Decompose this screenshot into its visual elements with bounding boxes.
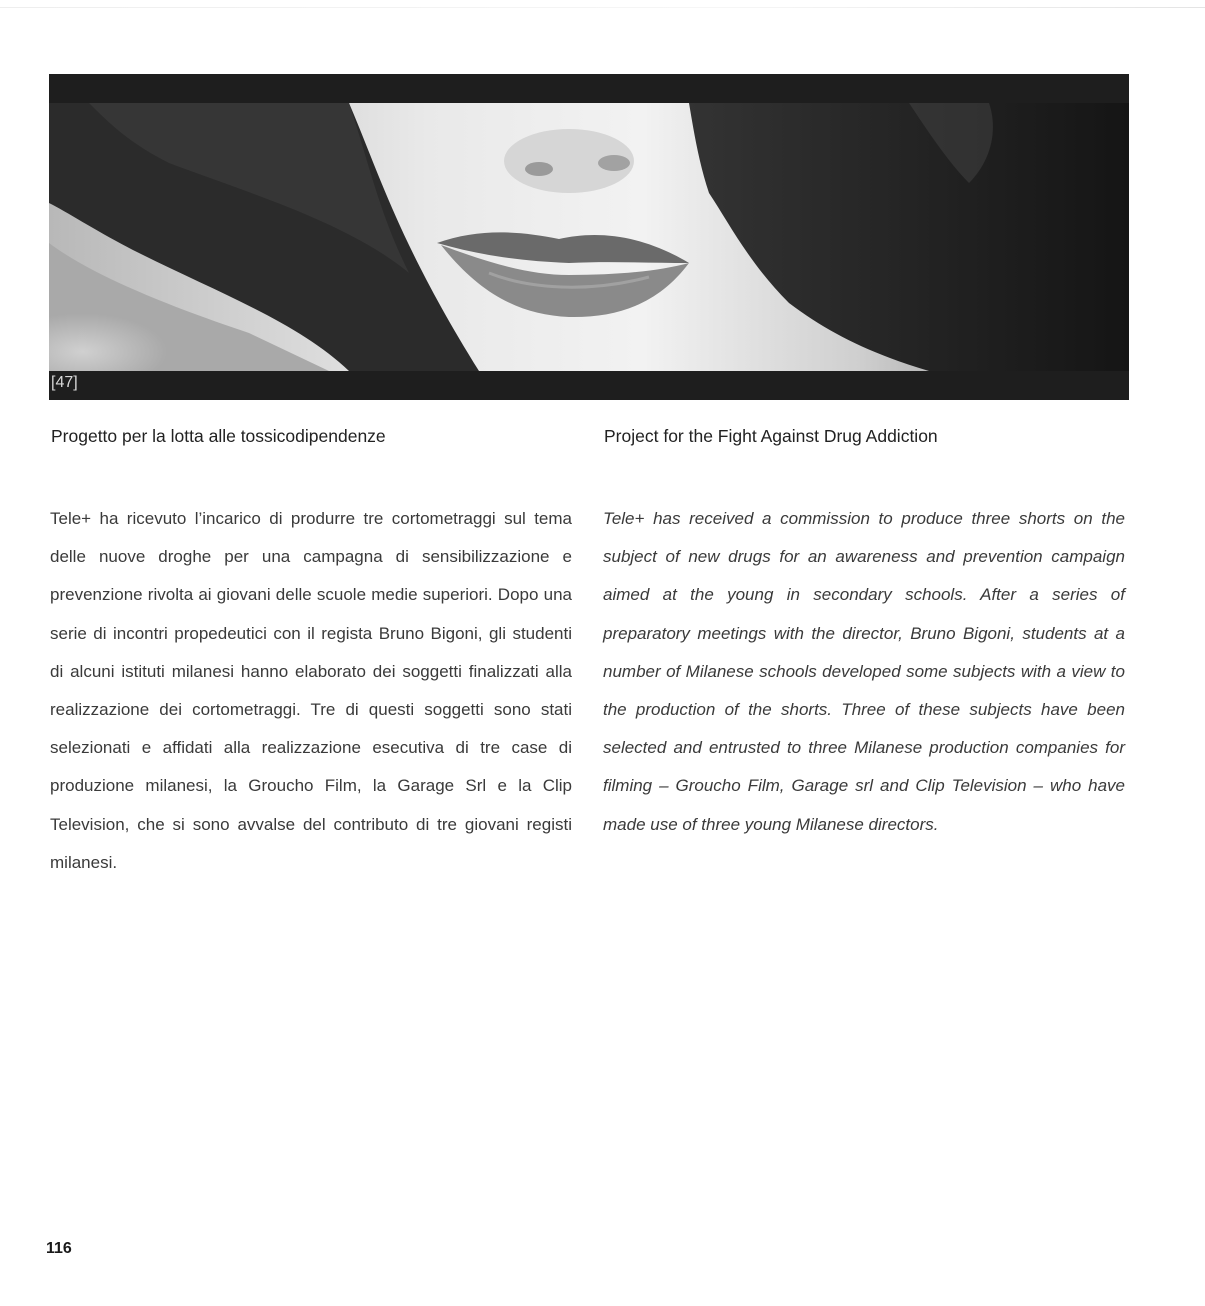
english-title: Project for the Fight Against Drug Addiction xyxy=(604,426,938,446)
figure-photo xyxy=(49,74,1129,400)
page-number: 116 xyxy=(46,1240,72,1257)
top-rule xyxy=(0,7,1205,8)
italian-title: Progetto per la lotta alle tossicodipendenze xyxy=(51,426,386,446)
english-body-text: Tele+ has received a commission to produce three shorts on the subject of new drugs for an awareness and prevention campaign aimed at the young in secondary schools. After a series of preparatory meetings with the director, Bruno Bigoni, students at a number of Milanese schools developed some subjects with a view to the production of the shorts. Three of these subjects have been selected and entrusted to three Milanese production companies for filming – Groucho Film, Garage srl and Clip Television – who have made use of three young Milanese directors. xyxy=(603,509,1125,834)
figure-number: [47] xyxy=(51,374,78,391)
face-photo xyxy=(49,103,1129,371)
italian-body-text: Tele+ ha ricevuto l’incarico di produrre tre cortometraggi sul tema delle nuove droghe per una campagna di sensibilizzazione e prevenzione rivolta ai giovani delle scuole medie superiori. Dopo una serie di incontri propedeutici con il regista Bruno Bigoni, gli studenti di alcuni istituti milanesi hanno elaborato dei soggetti finalizzati alla realizzazione dei cortometraggi. Tre di questi soggetti sono stati selezionati e affidati alla realizzazione esecutiva di tre case di produzione milanesi, la Groucho Film, la Garage Srl e la Clip Television, che si sono avvalse del contributo di tre giovani registi milanesi. xyxy=(50,509,572,872)
